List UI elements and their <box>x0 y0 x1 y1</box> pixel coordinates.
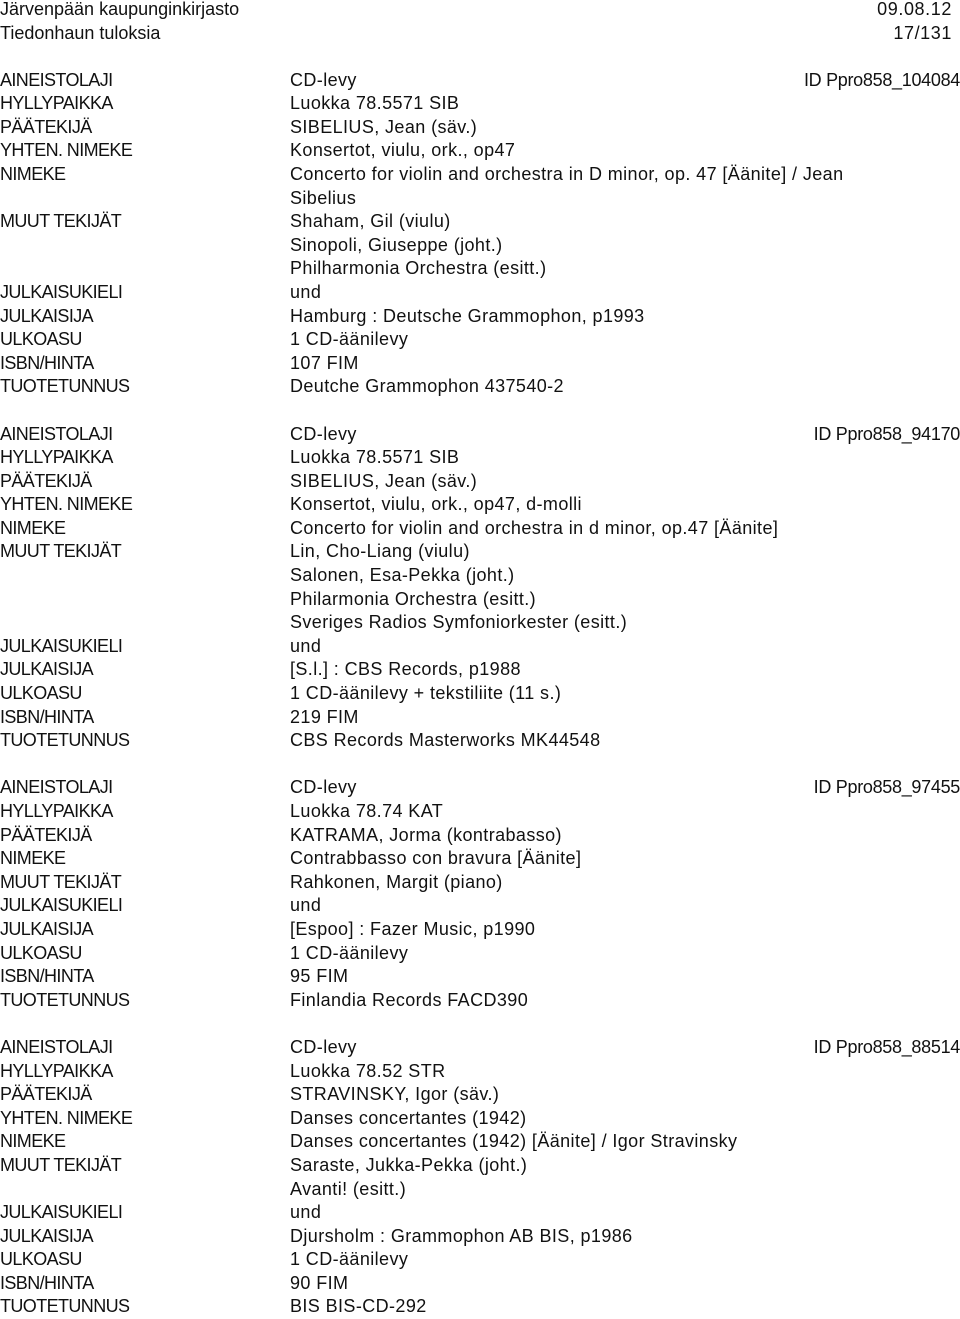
record-field-row <box>0 564 960 588</box>
record-field-row <box>0 824 960 848</box>
record-field-row <box>0 163 960 187</box>
record-id: ID Ppro858_88514 <box>813 1036 960 1057</box>
field-label: ULKOASU <box>0 942 82 963</box>
field-value: Rahkonen, Margit (piano) <box>290 871 503 892</box>
field-label: MUUT TEKIJÄT <box>0 541 122 562</box>
field-value: Luokka 78.5571 SIB <box>290 447 460 468</box>
record-field-row <box>0 682 960 706</box>
record-field-row <box>0 1201 960 1225</box>
record-list <box>0 45 960 1319</box>
record-id: ID Ppro858_94170 <box>813 423 960 444</box>
field-label: YHTEN. NIMEKE <box>0 1107 133 1128</box>
header-row-1 <box>0 0 960 22</box>
field-value: CD-levy <box>290 423 357 444</box>
field-value: 95 FIM <box>290 966 349 987</box>
record-field-row <box>0 69 960 93</box>
field-value: Sveriges Radios Symfoniorkester (esitt.) <box>290 612 628 633</box>
record <box>0 776 960 1012</box>
record-separator <box>0 1012 960 1036</box>
field-value: [S.l.] : CBS Records, p1988 <box>290 659 521 680</box>
record <box>0 423 960 753</box>
field-label: HYLLYPAIKKA <box>0 1060 113 1081</box>
record-field-row <box>0 989 960 1013</box>
record-field-row <box>0 375 960 399</box>
record-id: ID Ppro858_97455 <box>813 777 960 798</box>
field-label: AINEISTOLAJI <box>0 1036 113 1057</box>
record-field-row <box>0 446 960 470</box>
results-subtitle: Tiedonhaun tuloksia <box>0 22 161 43</box>
record-field-row <box>0 658 960 682</box>
field-value: und <box>290 281 322 302</box>
field-value: SIBELIUS, Jean (säv.) <box>290 470 478 491</box>
record-field-row <box>0 611 960 635</box>
record-field-row <box>0 423 960 447</box>
field-value: Luokka 78.74 KAT <box>290 801 444 821</box>
field-label: JULKAISIJA <box>0 1225 94 1246</box>
print-date: 09.08.12 <box>877 0 952 19</box>
field-label: ULKOASU <box>0 683 82 704</box>
record-field-row <box>0 493 960 517</box>
field-label: JULKAISIJA <box>0 659 94 680</box>
field-value: CD-levy <box>290 1036 357 1057</box>
field-label: HYLLYPAIKKA <box>0 447 113 468</box>
record-field-row <box>0 1083 960 1107</box>
field-value: BIS BIS-CD-292 <box>290 1296 427 1317</box>
field-value: Danses concertantes (1942) [Äänite] / Igor Stravinsky <box>290 1131 738 1152</box>
field-value: Philarmonia Orchestra (esitt.) <box>290 588 537 609</box>
field-label: AINEISTOLAJI <box>0 69 113 90</box>
record-field-row <box>0 894 960 918</box>
field-label: ULKOASU <box>0 329 82 350</box>
library-name: Järvenpään kaupunginkirjasto <box>0 0 240 19</box>
field-value: Contrabbasso con bravura [Äänite] <box>290 848 582 869</box>
record-field-row <box>0 116 960 140</box>
field-value: 1 CD-äänilevy <box>290 1249 409 1270</box>
record-field-row <box>0 1272 960 1296</box>
field-value: Concerto for violin and orchestra in d minor, op.47 [Äänite] <box>290 517 779 538</box>
field-label: ULKOASU <box>0 1249 82 1270</box>
field-label: JULKAISUKIELI <box>0 1202 123 1223</box>
record-field-row <box>0 540 960 564</box>
field-value: 107 FIM <box>290 352 359 373</box>
record-field-row <box>0 305 960 329</box>
field-value: Saraste, Jukka-Pekka (joht.) <box>290 1154 528 1175</box>
field-label: AINEISTOLAJI <box>0 777 113 798</box>
field-label: JULKAISUKIELI <box>0 635 123 656</box>
field-value: Konsertot, viulu, ork., op47, d-molli <box>290 494 582 515</box>
field-label: YHTEN. NIMEKE <box>0 140 133 161</box>
record-field-row <box>0 729 960 753</box>
record-field-row <box>0 800 960 824</box>
record-field-row <box>0 328 960 352</box>
record-field-row <box>0 1178 960 1202</box>
field-value: Shaham, Gil (viulu) <box>290 211 451 232</box>
field-value: 219 FIM <box>290 706 359 727</box>
record-field-row <box>0 92 960 116</box>
field-value: CD-levy <box>290 777 357 798</box>
record-field-row <box>0 1060 960 1084</box>
record-field-row <box>0 918 960 942</box>
field-value: KATRAMA, Jorma (kontrabasso) <box>290 824 562 845</box>
record-field-row <box>0 517 960 541</box>
field-value: Luokka 78.5571 SIB <box>290 93 460 114</box>
record-field-row <box>0 1225 960 1249</box>
field-label: JULKAISUKIELI <box>0 281 123 302</box>
record-field-row <box>0 470 960 494</box>
field-label: MUUT TEKIJÄT <box>0 871 122 892</box>
field-label: HYLLYPAIKKA <box>0 801 113 821</box>
field-label: ISBN/HINTA <box>0 966 94 987</box>
field-value: Sibelius <box>290 187 357 208</box>
header-row-2 <box>0 22 960 46</box>
record-field-row <box>0 257 960 281</box>
field-value: Danses concertantes (1942) <box>290 1107 527 1128</box>
field-label: JULKAISIJA <box>0 918 94 939</box>
record-separator <box>0 45 960 69</box>
field-label: TUOTETUNNUS <box>0 989 130 1010</box>
record-field-row <box>0 847 960 871</box>
field-value: 90 FIM <box>290 1272 349 1293</box>
field-value: SIBELIUS, Jean (säv.) <box>290 116 478 137</box>
field-label: MUUT TEKIJÄT <box>0 211 122 232</box>
field-label: PÄÄTEKIJÄ <box>0 1084 92 1105</box>
record-field-row <box>0 1036 960 1060</box>
field-label: TUOTETUNNUS <box>0 730 130 751</box>
field-value: CBS Records Masterworks MK44548 <box>290 730 601 751</box>
field-value: Lin, Cho-Liang (viulu) <box>290 541 470 562</box>
record-field-row <box>0 965 960 989</box>
field-value: und <box>290 635 322 656</box>
record <box>0 1036 960 1319</box>
field-label: NIMEKE <box>0 848 66 869</box>
field-label: NIMEKE <box>0 517 66 538</box>
record <box>0 69 960 399</box>
field-value: Finlandia Records FACD390 <box>290 989 529 1010</box>
field-value: Philharmonia Orchestra (esitt.) <box>290 258 547 279</box>
field-label: JULKAISIJA <box>0 305 94 326</box>
field-label: PÄÄTEKIJÄ <box>0 116 92 137</box>
record-field-row <box>0 706 960 730</box>
field-value: [Espoo] : Fazer Music, p1990 <box>290 918 536 939</box>
record-field-row <box>0 281 960 305</box>
field-label: PÄÄTEKIJÄ <box>0 824 92 845</box>
field-label: NIMEKE <box>0 163 66 184</box>
field-value: Avanti! (esitt.) <box>290 1178 407 1199</box>
field-value: Djursholm : Grammophon AB BIS, p1986 <box>290 1225 633 1246</box>
field-value: Salonen, Esa-Pekka (joht.) <box>290 565 515 586</box>
field-value: Hamburg : Deutsche Grammophon, p1993 <box>290 305 645 326</box>
field-label: AINEISTOLAJI <box>0 423 113 444</box>
field-label: YHTEN. NIMEKE <box>0 494 133 515</box>
field-label: ISBN/HINTA <box>0 352 94 373</box>
field-value: CD-levy <box>290 69 357 90</box>
field-value: Concerto for violin and orchestra in D minor, op. 47 [Äänite] / Jean <box>290 163 844 184</box>
field-value: Konsertot, viulu, ork., op47 <box>290 140 516 161</box>
field-value: 1 CD-äänilevy <box>290 942 409 963</box>
field-label: HYLLYPAIKKA <box>0 93 113 114</box>
field-label: NIMEKE <box>0 1131 66 1152</box>
record-field-row <box>0 1248 960 1272</box>
field-value: und <box>290 895 322 916</box>
record-field-row <box>0 234 960 258</box>
field-value: Sinopoli, Giuseppe (joht.) <box>290 234 503 255</box>
field-value: und <box>290 1202 322 1223</box>
page-counter: 17/131 <box>893 22 952 43</box>
field-label: TUOTETUNNUS <box>0 376 130 397</box>
field-label: ISBN/HINTA <box>0 706 94 727</box>
record-field-row <box>0 1130 960 1154</box>
record-separator <box>0 399 960 423</box>
record-field-row <box>0 942 960 966</box>
record-field-row <box>0 588 960 612</box>
record-id: ID Ppro858_104084 <box>803 69 960 90</box>
record-field-row <box>0 139 960 163</box>
record-field-row <box>0 1295 960 1319</box>
record-field-row <box>0 1154 960 1178</box>
record-separator <box>0 753 960 777</box>
field-value: 1 CD-äänilevy <box>290 329 409 350</box>
page-header <box>0 0 960 45</box>
record-field-row <box>0 1107 960 1131</box>
field-value: STRAVINSKY, Igor (säv.) <box>290 1084 500 1105</box>
field-label: TUOTETUNNUS <box>0 1296 130 1317</box>
record-field-row <box>0 352 960 376</box>
record-field-row <box>0 635 960 659</box>
record-field-row <box>0 210 960 234</box>
field-value: Luokka 78.52 STR <box>290 1060 446 1081</box>
field-value: Deutche Grammophon 437540-2 <box>290 376 564 397</box>
record-field-row <box>0 776 960 800</box>
record-field-row <box>0 187 960 211</box>
field-label: ISBN/HINTA <box>0 1272 94 1293</box>
field-label: MUUT TEKIJÄT <box>0 1154 122 1175</box>
record-field-row <box>0 871 960 895</box>
field-label: PÄÄTEKIJÄ <box>0 470 92 491</box>
field-value: 1 CD-äänilevy + tekstiliite (11 s.) <box>290 683 562 704</box>
field-label: JULKAISUKIELI <box>0 895 123 916</box>
